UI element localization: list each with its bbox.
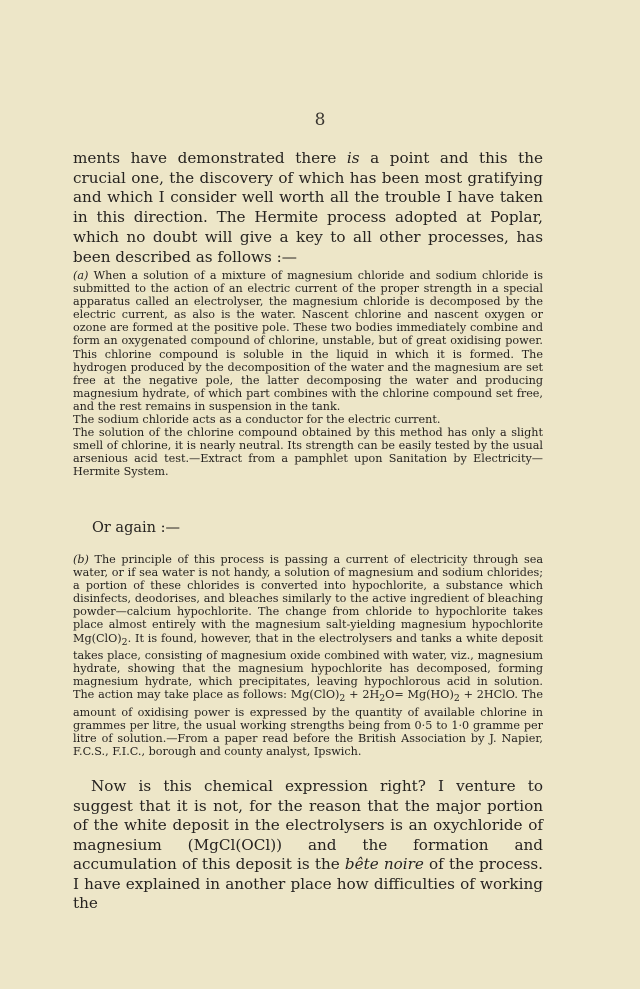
page-number: 8 [314, 110, 326, 130]
or-again-heading: Or again :— [92, 520, 180, 536]
quotation-b-text-1: The principle of this process is passing a current of electricity through sea water, or if sea water is not handy, a solution of magnesium and sodium chlorides; a portion of these chlorides is converted into hypochlorite, a substance which disinfects, deodorises, and bleaches similarly to the active ingredient of bleaching powder—calcium hypochlorite. The change from chloride to hypochlorite takes place almost entirely with the magnesium salt-yielding magnesium hypochlorite Mg(ClO) [73, 553, 543, 645]
quotation-b-label: (b) [73, 553, 89, 566]
quotation-b-para [73, 553, 543, 758]
paragraph-3-text-end: of the process. I have explained in another place how difficulties of working the [73, 855, 543, 912]
emphasis-is: is [346, 149, 360, 167]
quotation-b-text-5: + 2HClO. The amount of oxidising power is expressed by the quantity of available chlorine in grammes per litre, the usual working strengths being from 0·5 to 1·0 gramme per litre of solution.—From a paper read before the British Association by J. Napier, F.C.S., F.I.C., borough and county analyst, Ipswich. [73, 688, 543, 758]
emphasis-bete-noire: bête noire [344, 855, 424, 873]
quotation-b-text-3: + 2H [345, 688, 380, 702]
quotation-a-label: (a) [73, 269, 89, 282]
subscript: 2 [379, 693, 386, 705]
quotation-a-para-1 [73, 269, 543, 413]
quotation-b-text-2: . It is found, however, that in the electrolysers and tanks a white deposit takes place, consisting of magnesium oxide combined with water, viz., magnesium hydrate, showing that the magnesium hypochlorite has decomposed, forming magnesium hydrate, which precipitates, leaving hypochlorous acid in solution. The action may take place as follows: Mg(ClO) [73, 631, 543, 702]
quotation-a-text-1: When a solution of a mixture of magnesium chloride and sodium chloride is submitted to the action of an electric current of the proper strength in a special apparatus called an electrolyser, the magnesium chloride is decomposed by the electric current, as also is the water. Nascent chlorine and nascent oxygen or ozone are formed at the positive pole. These two bodies immediately combine and form an oxygenated compound of chlorine, unstable, but of great oxidising power. This chlorine compound is soluble in the liquid in which it is formed. The hydrogen produced by the decomposition of the water and the magnesium are set free at the negative pole, the latter decomposing the water and producing magnesium hydrate, of which part combines with the chlorine compound set free, and the rest remains in suspension in the tank. [73, 269, 543, 413]
body-paragraph-1 [73, 149, 543, 267]
quotation-b-text-4: O= Mg(HO) [385, 688, 454, 702]
paragraph-1-text-start: ments have demonstrated there [73, 149, 347, 167]
subscript: 2 [339, 693, 346, 705]
subscript: 2 [121, 636, 128, 648]
paragraph-3-text-start: Now is this chemical expression right? I venture to suggest that it is not, for the reason that the major portion of the white deposit in the electrolysers is an oxychloride of magnesium (MgCl(OCl)) and the formation and accumulation of this deposit is the [73, 777, 543, 873]
paragraph-1-text-end: a point and this the crucial one, the discovery of which has been most gratifying and which I consider well worth all the trouble I have taken in this direction. The Hermite process adopted at Poplar, which no doubt will give a key to all other processes, has been described as follows :— [73, 149, 543, 266]
quotation-a-para-2: The sodium chloride acts as a conductor for the electric current. [73, 413, 441, 427]
quotation-a [73, 269, 543, 479]
quotation-a-para-3: The solution of the chlorine compound obtained by this method has only a slight smell of chlorine, it is nearly neutral. Its strength can be easily tested by the usual arsenious acid test.—Extract from a pamphlet upon Sanitation by Electricity—Hermite System. [73, 426, 543, 479]
quotation-b [73, 553, 543, 758]
body-paragraph-3 [73, 777, 543, 914]
subscript: 2 [453, 693, 460, 705]
